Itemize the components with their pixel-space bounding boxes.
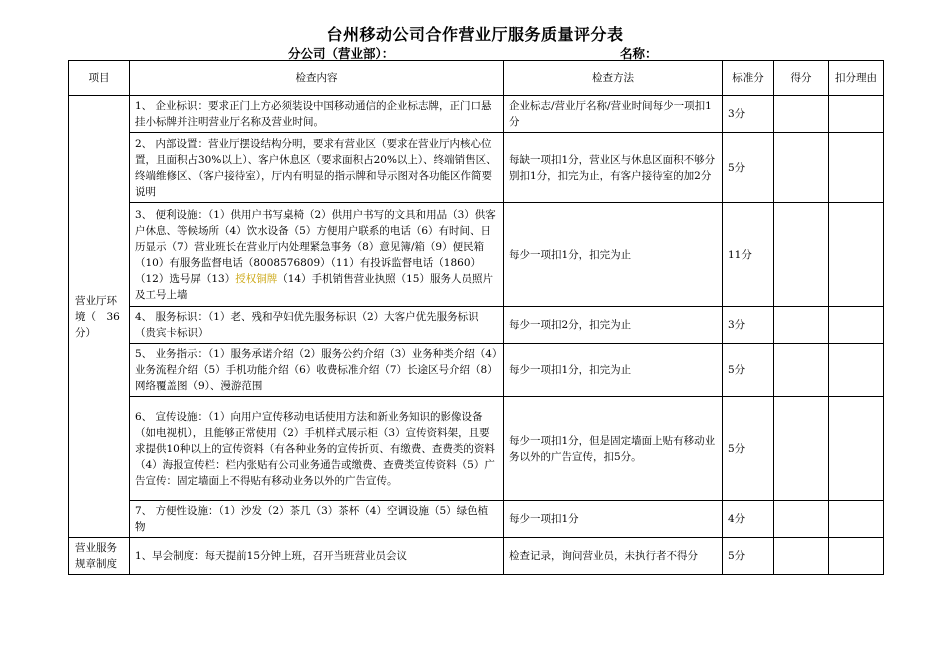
reason-cell[interactable] [829,203,884,307]
header-item: 项目 [69,61,130,96]
score-cell[interactable] [774,538,829,575]
table-row [69,133,884,203]
row-content [130,203,504,307]
row-content: 7、 方便性设施：（1）沙发（2）茶几（3）茶杯（4）空调设施（5）绿色植物 [130,501,504,538]
row-content: 2、 内部设置：营业厅摆设结构分明，要求有营业区（要求在营业厅内核心位置，且面积占30%以上）、客户休息区（要求面积占20%以上）、终端销售区、终端维修区、（客户接待室），厅内有明显的指示牌和导示图对各功能区作简要说明 [130,133,504,203]
table-row [69,501,884,538]
row-content: 6、 宣传设施：（1）向用户宣传移动电话使用方法和新业务知识的影像设备（如电视机），且能够正常使用（2）手机样式展示柜（3）宣传资料架，且要求提供10种以上的宣传资料（有各种业务的宣传折页、有缴费、查费类的资料（4）海报宣传栏：栏内张贴有公司业务通告或缴费、查费类宣传资料（5）广告宣传：固定墙面上不得贴有移动业务以外的广告宣传。 [130,397,504,501]
reason-cell[interactable] [829,133,884,203]
row-method: 检查记录，询问营业员，未执行者不得分 [504,538,723,575]
row-content: 1、早会制度：每天提前15分钟上班，召开当班营业员会议 [130,538,504,575]
table-row [69,203,884,307]
page-title: 台州移动公司合作营业厅服务质量评分表 [326,25,624,44]
header-standard: 标准分 [723,61,774,96]
row-content-part-a: 3、 便利设施：（1）供用户书写桌椅（2）供用户书写的文具和用品（3）供客户休息、等候场所（4）饮水设备（5）方便用户联系的电话（6）有时间、日历显示（7）营业班长在营业厅内处理紧急事务（8）意见簿/箱（9）便民箱（10）有服务监督电话（8008576809）（11）有投诉监督电话（1860）（12）选号屏（13） [135,208,496,285]
evaluation-table [68,60,884,575]
reason-cell[interactable] [829,501,884,538]
row-standard: 3分 [723,307,774,344]
reason-cell[interactable] [829,96,884,133]
score-cell[interactable] [774,397,829,501]
row-standard: 3分 [723,96,774,133]
category-rules: 营业服务规章制度 [69,538,130,575]
row-standard: 5分 [723,538,774,575]
reason-cell[interactable] [829,397,884,501]
row-standard: 5分 [723,344,774,397]
score-cell[interactable] [774,501,829,538]
header-reason: 扣分理由 [829,61,884,96]
name-label: 名称： [620,46,658,61]
row-standard: 11分 [723,203,774,307]
row-method: 每少一项扣2分，扣完为止 [504,307,723,344]
table-header-row [69,61,884,96]
row-content: 4、 服务标识：（1）老、残和孕妇优先服务标识（2）大客户优先服务标识（贵宾卡标识） [130,307,504,344]
score-cell[interactable] [774,203,829,307]
category-environment: 营业厅环境（ 36分） [69,96,130,538]
score-cell[interactable] [774,96,829,133]
row-standard: 5分 [723,133,774,203]
reason-cell[interactable] [829,344,884,397]
row-method: 每少一项扣1分，扣完为止 [504,203,723,307]
reason-cell[interactable] [829,538,884,575]
table-row [69,538,884,575]
highlighted-text: 授权铜牌 [235,272,278,285]
reason-cell[interactable] [829,307,884,344]
row-method: 每少一项扣1分，扣完为止 [504,344,723,397]
row-standard: 4分 [723,501,774,538]
row-content-part-b: （14）手机销售营业执照（15）服务人员照片及工号上墙 [135,272,493,301]
header-content: 检查内容 [130,61,504,96]
table-row [69,397,884,501]
table-row [69,307,884,344]
header-score: 得分 [774,61,829,96]
score-cell[interactable] [774,307,829,344]
score-cell[interactable] [774,344,829,397]
row-method: 每少一项扣1分 [504,501,723,538]
row-method: 每缺一项扣1分，营业区与休息区面积不够分别扣1分，扣完为止，有客户接待室的加2分 [504,133,723,203]
row-standard: 5分 [723,397,774,501]
row-content: 1、 企业标识：要求正门上方必须装设中国移动通信的企业标志牌，正门口悬挂小标牌并注明营业厅名称及营业时间。 [130,96,504,133]
table-row [69,344,884,397]
row-content: 5、 业务指示：（1）服务承诺介绍（2）服务公约介绍（3）业务种类介绍（4）业务流程介绍（5）手机功能介绍（6）收费标准介绍（7）长途区号介绍（8）网络覆盖图（9）、漫游范围 [130,344,504,397]
table-row [69,96,884,133]
row-method: 每少一项扣1分，但是固定墙面上贴有移动业务以外的广告宣传，扣5分。 [504,397,723,501]
header-method: 检查方法 [504,61,723,96]
score-cell[interactable] [774,133,829,203]
branch-label: 分公司（营业部）： [288,46,395,61]
row-method: 企业标志/营业厅名称/营业时间每少一项扣1分 [504,96,723,133]
